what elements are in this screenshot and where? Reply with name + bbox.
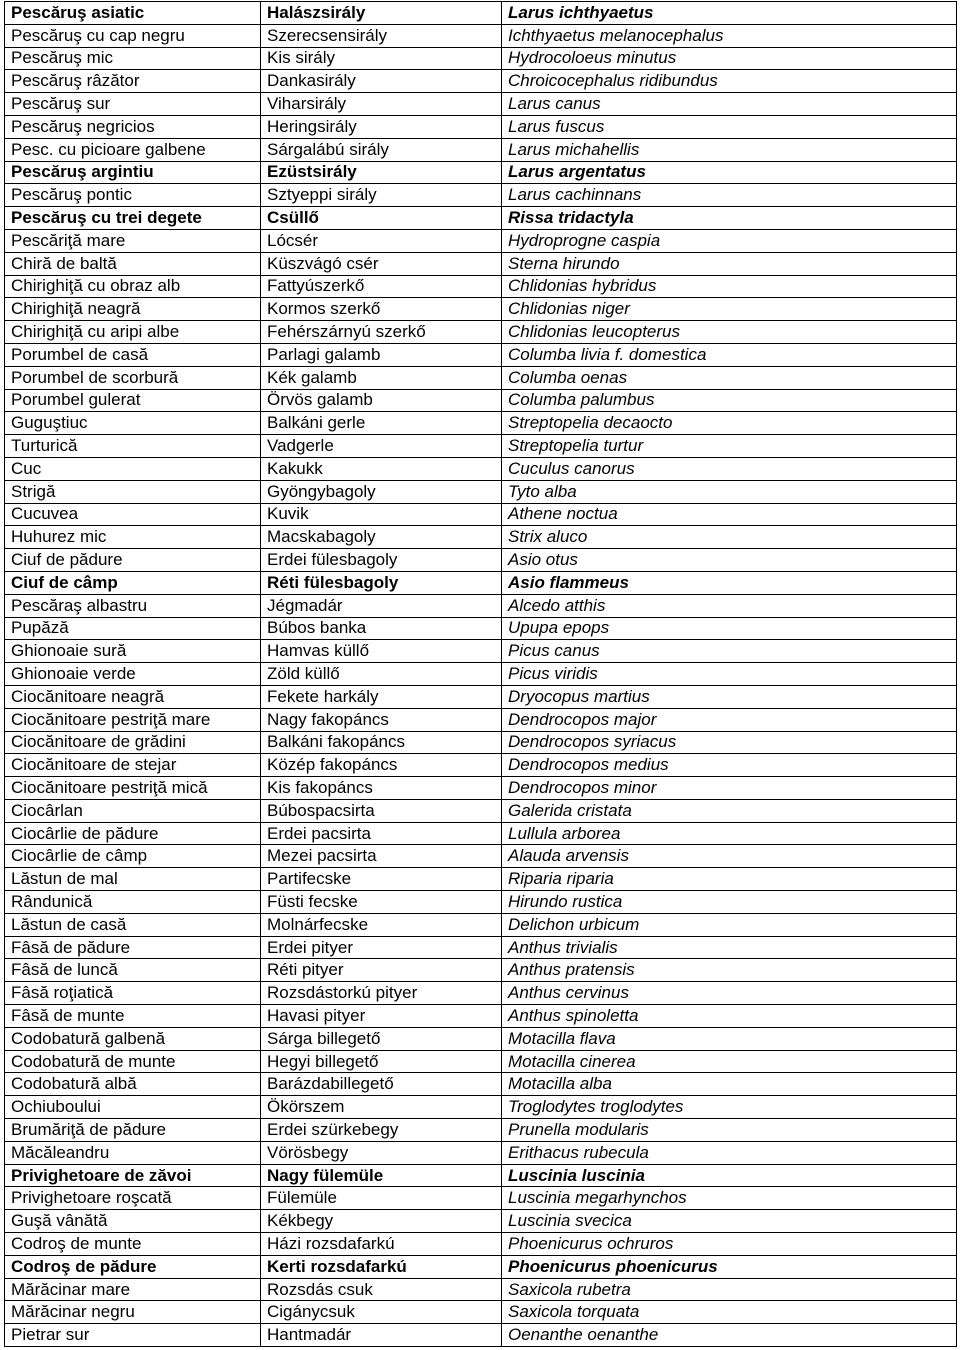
hungarian-name-cell: Kékbegy [261,1210,502,1233]
hungarian-name-cell: Örvös galamb [261,389,502,412]
romanian-name-cell: Pescăriţă mare [5,229,261,252]
hungarian-name-cell: Fekete harkály [261,685,502,708]
hungarian-name-cell: Barázdabillegető [261,1073,502,1096]
romanian-name-cell: Ciocănitoare de stejar [5,754,261,777]
romanian-name-cell: Codroş de munte [5,1233,261,1256]
romanian-name-cell: Ciocârlie de câmp [5,845,261,868]
hungarian-name-cell: Balkáni fakopáncs [261,731,502,754]
hungarian-name-cell: Réti fülesbagoly [261,571,502,594]
romanian-name-cell: Ciocârlan [5,799,261,822]
romanian-name-cell: Pescăruş râzător [5,70,261,93]
table-row [5,115,957,138]
romanian-name-cell: Chirighiţă cu obraz alb [5,275,261,298]
romanian-name-cell: Lăstun de casă [5,913,261,936]
table-row [5,731,957,754]
latin-name-cell: Ichthyaetus melanocephalus [502,24,957,47]
romanian-name-cell: Ciocănitoare de grădini [5,731,261,754]
table-row [5,343,957,366]
romanian-name-cell: Brumăriţă de pădure [5,1119,261,1142]
hungarian-name-cell: Lócsér [261,229,502,252]
table-row [5,184,957,207]
latin-name-cell: Athene noctua [502,503,957,526]
romanian-name-cell: Pescăruş argintiu [5,161,261,184]
romanian-name-cell: Guguştiuc [5,412,261,435]
table-row [5,93,957,116]
romanian-name-cell: Mărăcinar mare [5,1278,261,1301]
table-row [5,754,957,777]
hungarian-name-cell: Viharsirály [261,93,502,116]
hungarian-name-cell: Erdei szürkebegy [261,1119,502,1142]
latin-name-cell: Chlidonias leucopterus [502,321,957,344]
romanian-name-cell: Porumbel de casă [5,343,261,366]
hungarian-name-cell: Ezüstsirály [261,161,502,184]
species-table-body [5,2,957,1347]
table-row [5,138,957,161]
hungarian-name-cell: Hegyi billegető [261,1050,502,1073]
hungarian-name-cell: Hamvas küllő [261,640,502,663]
latin-name-cell: Picus canus [502,640,957,663]
table-row [5,1210,957,1233]
latin-name-cell: Riparia riparia [502,868,957,891]
table-row [5,913,957,936]
latin-name-cell: Chlidonias hybridus [502,275,957,298]
table-row [5,435,957,458]
hungarian-name-cell: Fattyúszerkő [261,275,502,298]
latin-name-cell: Alauda arvensis [502,845,957,868]
hungarian-name-cell: Hantmadár [261,1324,502,1347]
romanian-name-cell: Chirighiţă neagră [5,298,261,321]
latin-name-cell: Anthus cervinus [502,982,957,1005]
table-row [5,617,957,640]
table-row [5,1301,957,1324]
hungarian-name-cell: Vadgerle [261,435,502,458]
hungarian-name-cell: Kék galamb [261,366,502,389]
latin-name-cell: Oenanthe oenanthe [502,1324,957,1347]
latin-name-cell: Upupa epops [502,617,957,640]
table-row [5,1324,957,1347]
hungarian-name-cell: Szerecsensirály [261,24,502,47]
table-row [5,389,957,412]
table-row [5,685,957,708]
romanian-name-cell: Privighetoare roşcată [5,1187,261,1210]
table-row [5,845,957,868]
latin-name-cell: Tyto alba [502,480,957,503]
latin-name-cell: Luscinia megarhynchos [502,1187,957,1210]
romanian-name-cell: Fâsă de luncă [5,959,261,982]
romanian-name-cell: Codobatură galbenă [5,1027,261,1050]
hungarian-name-cell: Kakukk [261,457,502,480]
table-row [5,480,957,503]
hungarian-name-cell: Rozsdás csuk [261,1278,502,1301]
latin-name-cell: Columba livia f. domestica [502,343,957,366]
table-row [5,959,957,982]
table-row [5,1255,957,1278]
hungarian-name-cell: Heringsirály [261,115,502,138]
latin-name-cell: Dendrocopos medius [502,754,957,777]
hungarian-name-cell: Dankasirály [261,70,502,93]
romanian-name-cell: Ciocănitoare neagră [5,685,261,708]
latin-name-cell: Rissa tridactyla [502,207,957,230]
latin-name-cell: Sterna hirundo [502,252,957,275]
romanian-name-cell: Pesc. cu picioare galbene [5,138,261,161]
romanian-name-cell: Pupăză [5,617,261,640]
table-row [5,708,957,731]
latin-name-cell: Dendrocopos minor [502,777,957,800]
romanian-name-cell: Codroş de pădure [5,1255,261,1278]
table-row [5,663,957,686]
table-row [5,275,957,298]
table-row [5,321,957,344]
table-row [5,70,957,93]
table-row [5,640,957,663]
hungarian-name-cell: Erdei fülesbagoly [261,549,502,572]
table-row [5,594,957,617]
table-row [5,1005,957,1028]
latin-name-cell: Phoenicurus phoenicurus [502,1255,957,1278]
hungarian-name-cell: Ökörszem [261,1096,502,1119]
hungarian-name-cell: Vörösbegy [261,1141,502,1164]
hungarian-name-cell: Házi rozsdafarkú [261,1233,502,1256]
latin-name-cell: Prunella modularis [502,1119,957,1142]
table-row [5,868,957,891]
latin-name-cell: Asio flammeus [502,571,957,594]
latin-name-cell: Motacilla flava [502,1027,957,1050]
species-table [4,1,957,1347]
latin-name-cell: Motacilla cinerea [502,1050,957,1073]
latin-name-cell: Alcedo atthis [502,594,957,617]
romanian-name-cell: Lăstun de mal [5,868,261,891]
hungarian-name-cell: Kis sirály [261,47,502,70]
hungarian-name-cell: Fülemüle [261,1187,502,1210]
romanian-name-cell: Pietrar sur [5,1324,261,1347]
hungarian-name-cell: Havasi pityer [261,1005,502,1028]
latin-name-cell: Motacilla alba [502,1073,957,1096]
romanian-name-cell: Fâsă de pădure [5,936,261,959]
latin-name-cell: Dryocopus martius [502,685,957,708]
table-row [5,47,957,70]
table-row [5,571,957,594]
romanian-name-cell: Codobatură de munte [5,1050,261,1073]
hungarian-name-cell: Kormos szerkő [261,298,502,321]
hungarian-name-cell: Mezei pacsirta [261,845,502,868]
latin-name-cell: Saxicola rubetra [502,1278,957,1301]
hungarian-name-cell: Csüllő [261,207,502,230]
hungarian-name-cell: Sárga billegető [261,1027,502,1050]
table-row [5,822,957,845]
romanian-name-cell: Chiră de baltă [5,252,261,275]
table-row [5,1233,957,1256]
table-row [5,503,957,526]
latin-name-cell: Streptopelia turtur [502,435,957,458]
table-row [5,298,957,321]
table-row [5,1278,957,1301]
table-row [5,1164,957,1187]
romanian-name-cell: Pescăruş negricios [5,115,261,138]
latin-name-cell: Chroicocephalus ridibundus [502,70,957,93]
hungarian-name-cell: Molnárfecske [261,913,502,936]
romanian-name-cell: Ciuf de câmp [5,571,261,594]
latin-name-cell: Anthus spinoletta [502,1005,957,1028]
hungarian-name-cell: Búbospacsirta [261,799,502,822]
romanian-name-cell: Pescăruş cu trei degete [5,207,261,230]
hungarian-name-cell: Kis fakopáncs [261,777,502,800]
latin-name-cell: Dendrocopos syriacus [502,731,957,754]
table-row [5,777,957,800]
romanian-name-cell: Ciocănitoare pestriţă mică [5,777,261,800]
hungarian-name-cell: Sárgalábú sirály [261,138,502,161]
latin-name-cell: Larus canus [502,93,957,116]
hungarian-name-cell: Közép fakopáncs [261,754,502,777]
latin-name-cell: Hirundo rustica [502,891,957,914]
latin-name-cell: Larus michahellis [502,138,957,161]
latin-name-cell: Larus cachinnans [502,184,957,207]
romanian-name-cell: Privighetoare de zăvoi [5,1164,261,1187]
hungarian-name-cell: Jégmadár [261,594,502,617]
hungarian-name-cell: Fehérszárnyú szerkő [261,321,502,344]
latin-name-cell: Picus viridis [502,663,957,686]
hungarian-name-cell: Réti pityer [261,959,502,982]
romanian-name-cell: Huhurez mic [5,526,261,549]
hungarian-name-cell: Kerti rozsdafarkú [261,1255,502,1278]
hungarian-name-cell: Rozsdástorkú pityer [261,982,502,1005]
table-row [5,1096,957,1119]
table-row [5,366,957,389]
table-row [5,24,957,47]
romanian-name-cell: Pescăruş cu cap negru [5,24,261,47]
romanian-name-cell: Cucuvea [5,503,261,526]
romanian-name-cell: Turturică [5,435,261,458]
latin-name-cell: Anthus trivialis [502,936,957,959]
romanian-name-cell: Ciocănitoare pestriţă mare [5,708,261,731]
romanian-name-cell: Porumbel de scorbură [5,366,261,389]
latin-name-cell: Larus ichthyaetus [502,2,957,25]
table-row [5,936,957,959]
romanian-name-cell: Guşă vânătă [5,1210,261,1233]
table-row [5,526,957,549]
romanian-name-cell: Porumbel gulerat [5,389,261,412]
table-row [5,1187,957,1210]
latin-name-cell: Lullula arborea [502,822,957,845]
table-row [5,1119,957,1142]
hungarian-name-cell: Balkáni gerle [261,412,502,435]
hungarian-name-cell: Parlagi galamb [261,343,502,366]
latin-name-cell: Hydroprogne caspia [502,229,957,252]
romanian-name-cell: Pescăruş mic [5,47,261,70]
hungarian-name-cell: Halászsirály [261,2,502,25]
romanian-name-cell: Ciocârlie de pădure [5,822,261,845]
romanian-name-cell: Ghionoaie verde [5,663,261,686]
romanian-name-cell: Măcăleandru [5,1141,261,1164]
romanian-name-cell: Chirighiţă cu aripi albe [5,321,261,344]
romanian-name-cell: Rândunică [5,891,261,914]
latin-name-cell: Strix aluco [502,526,957,549]
latin-name-cell: Columba oenas [502,366,957,389]
table-row [5,161,957,184]
romanian-name-cell: Cuc [5,457,261,480]
latin-name-cell: Troglodytes troglodytes [502,1096,957,1119]
latin-name-cell: Streptopelia decaocto [502,412,957,435]
hungarian-name-cell: Búbos banka [261,617,502,640]
table-row [5,549,957,572]
romanian-name-cell: Pescăruş pontic [5,184,261,207]
romanian-name-cell: Codobatură albă [5,1073,261,1096]
hungarian-name-cell: Nagy fülemüle [261,1164,502,1187]
table-row [5,1050,957,1073]
table-row [5,229,957,252]
latin-name-cell: Anthus pratensis [502,959,957,982]
table-row [5,2,957,25]
romanian-name-cell: Pescăruş sur [5,93,261,116]
latin-name-cell: Columba palumbus [502,389,957,412]
latin-name-cell: Galerida cristata [502,799,957,822]
latin-name-cell: Larus argentatus [502,161,957,184]
hungarian-name-cell: Cigánycsuk [261,1301,502,1324]
hungarian-name-cell: Sztyeppi sirály [261,184,502,207]
hungarian-name-cell: Gyöngybagoly [261,480,502,503]
latin-name-cell: Erithacus rubecula [502,1141,957,1164]
hungarian-name-cell: Zöld küllő [261,663,502,686]
romanian-name-cell: Ghionoaie sură [5,640,261,663]
table-row [5,252,957,275]
latin-name-cell: Dendrocopos major [502,708,957,731]
table-row [5,982,957,1005]
table-row [5,412,957,435]
latin-name-cell: Chlidonias niger [502,298,957,321]
latin-name-cell: Hydrocoloeus minutus [502,47,957,70]
latin-name-cell: Larus fuscus [502,115,957,138]
romanian-name-cell: Fâsă de munte [5,1005,261,1028]
hungarian-name-cell: Kuvik [261,503,502,526]
table-row [5,207,957,230]
table-row [5,1073,957,1096]
romanian-name-cell: Ochiuboului [5,1096,261,1119]
latin-name-cell: Cuculus canorus [502,457,957,480]
table-row [5,891,957,914]
hungarian-name-cell: Küszvágó csér [261,252,502,275]
table-row [5,1141,957,1164]
hungarian-name-cell: Erdei pityer [261,936,502,959]
romanian-name-cell: Pescăruş asiatic [5,2,261,25]
romanian-name-cell: Fâsă roţiatică [5,982,261,1005]
hungarian-name-cell: Erdei pacsirta [261,822,502,845]
latin-name-cell: Phoenicurus ochruros [502,1233,957,1256]
romanian-name-cell: Mărăcinar negru [5,1301,261,1324]
table-row [5,457,957,480]
romanian-name-cell: Strigă [5,480,261,503]
latin-name-cell: Luscinia svecica [502,1210,957,1233]
hungarian-name-cell: Partifecske [261,868,502,891]
latin-name-cell: Delichon urbicum [502,913,957,936]
romanian-name-cell: Ciuf de pădure [5,549,261,572]
table-row [5,1027,957,1050]
hungarian-name-cell: Nagy fakopáncs [261,708,502,731]
latin-name-cell: Saxicola torquata [502,1301,957,1324]
latin-name-cell: Luscinia luscinia [502,1164,957,1187]
hungarian-name-cell: Macskabagoly [261,526,502,549]
hungarian-name-cell: Füsti fecske [261,891,502,914]
table-row [5,799,957,822]
romanian-name-cell: Pescăraş albastru [5,594,261,617]
latin-name-cell: Asio otus [502,549,957,572]
